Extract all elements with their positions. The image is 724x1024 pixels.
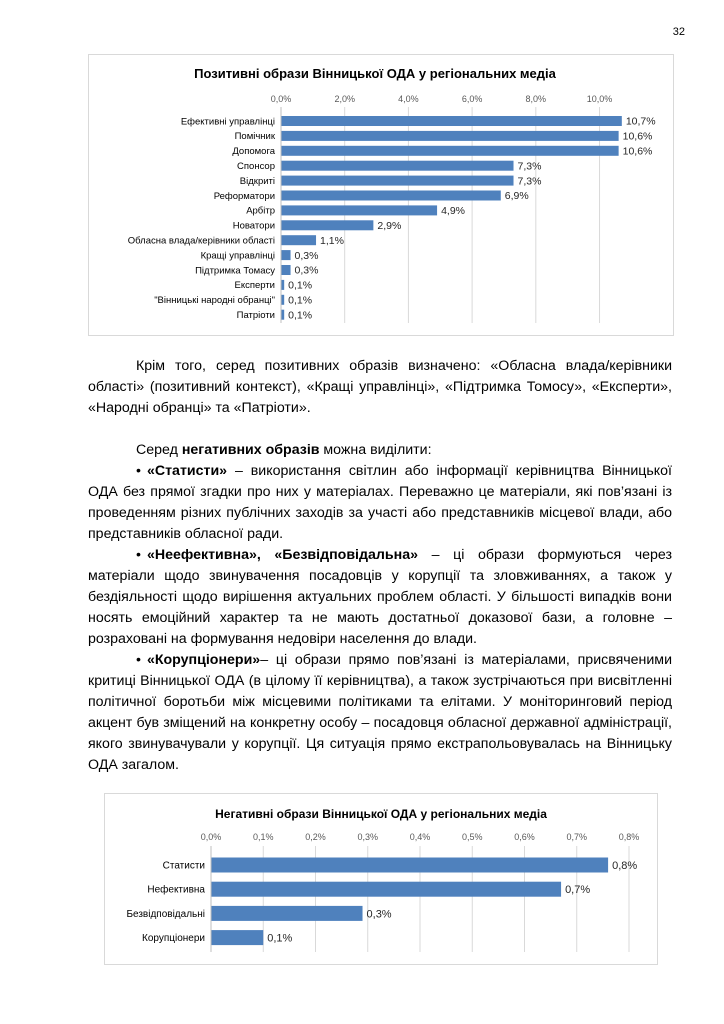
bar [281, 265, 291, 275]
bar [281, 220, 373, 230]
bar [211, 906, 363, 921]
bullet-koruptsionery-text: – ці образи прямо пов’язані із матеріалами, присвяченими критиці Вінницької ОДА (в цілому її керівництва), а також зустрічаються при висвітленні політичної боротьби між місцевими політиками та елітами. У моніторинговий період акцент був зміщений на конкретну особу – посадовця обласної державної адміністрації, якого звинувачували у корупції. Ця ситуація прямо екстрапольовувалась на Вінницьку ОДА загалом. [88, 652, 672, 773]
paragraph-positive-summary: Крім того, серед позитивних образів визначено: «Обласна влада/керівники області» (позитивний контекст), «Кращі управлінці», «Підтримка Томосу», «Експерти», «Народні обранці» та «Патріоти». [88, 358, 672, 416]
bullet-neefektyvna-text: – ці образи формуються через матеріали щодо звинувачення посадовців у корупції та зловживаннях, а також у бездіяльності щодо вирішення актуальних проблем області. У більшості випадків вони носять емоційний характер та не мають достатньої доказової бази, а головне – розраховані на формування недовіри населення до влади. [88, 547, 672, 647]
category-label: Обласна влада/керівники області [127, 235, 275, 247]
data-label: 10,6% [622, 145, 653, 158]
bar [211, 858, 608, 873]
data-label: 0,8% [612, 859, 638, 872]
category-label: Реформатори [213, 190, 275, 202]
bullet-statisty-term: «Статисти» [146, 463, 228, 479]
bar [281, 250, 291, 260]
data-label: 0,1% [288, 294, 313, 307]
data-label: 10,7% [625, 115, 656, 128]
tick-label: 8,0% [525, 94, 547, 104]
data-label: 0,3% [294, 249, 319, 262]
bar [211, 882, 561, 897]
chart-title: Позитивні образи Вінницької ОДА у регіональних медіа [194, 66, 556, 81]
tick-label: 0,2% [305, 832, 326, 842]
positive-images-chart [88, 54, 674, 336]
bar [281, 116, 622, 126]
data-label: 10,6% [622, 130, 653, 143]
page-number: 32 [672, 26, 685, 38]
category-label: Безвідповідальні [126, 908, 205, 920]
data-label: 0,3% [294, 264, 319, 277]
category-label: "Вінницькі народні обранці" [154, 295, 275, 307]
bullet-neefektyvna-term: «Неефективна», «Безвідповідальна» [146, 547, 418, 563]
category-label: Допомога [232, 146, 275, 158]
tick-label: 0,1% [252, 832, 274, 842]
chart-title: Негативні образи Вінницької ОДА у регіональних медіа [215, 807, 547, 821]
bullet-icon: • [136, 547, 141, 563]
data-label: 0,1% [288, 279, 313, 292]
category-label: Новатори [232, 220, 275, 232]
category-label: Арбітр [246, 205, 275, 217]
tick-label: 0,7% [566, 832, 588, 842]
bar [211, 930, 263, 945]
bar [281, 205, 437, 215]
negative-intro-prefix: Серед [136, 442, 182, 458]
negative-images-chart [104, 793, 658, 965]
bullet-koruptsionery [88, 650, 672, 776]
bar [281, 191, 501, 201]
positive-images-chart-svg [89, 55, 673, 335]
negative-images-chart-svg [105, 794, 657, 964]
category-label: Патріоти [236, 310, 275, 322]
bar [281, 146, 619, 156]
tick-label: 2,0% [334, 94, 355, 104]
bar [281, 176, 514, 186]
paragraph-negative-intro [88, 440, 672, 461]
data-label: 7,3% [517, 160, 542, 173]
tick-label: 6,0% [461, 94, 483, 104]
data-label: 1,1% [320, 234, 344, 247]
bullet-icon: • [136, 652, 141, 668]
category-label: Відкриті [239, 175, 275, 187]
category-label: Нефективна [147, 884, 205, 896]
bar [281, 161, 514, 171]
data-label: 6,9% [504, 190, 529, 203]
data-label: 7,3% [517, 175, 542, 188]
bullet-statisty-text: – використання світлин або інформації керівництва Вінницької ОДА без прямої згадки про них у матеріалах. Переважно це матеріали, які пов’язані із проведенням різних публічних заходів за участі або представників місцевої влади, або представників обласної ради. [88, 463, 672, 542]
bullet-neefektyvna [88, 545, 672, 650]
category-label: Кращі управлінці [200, 250, 275, 262]
bullet-koruptsionery-term: «Корупціонери» [146, 652, 261, 668]
data-label: 0,7% [565, 884, 591, 897]
data-label: 2,9% [377, 219, 402, 232]
category-label: Підтримка Томасу [195, 265, 275, 277]
data-label: 0,1% [288, 309, 313, 322]
bullet-statisty [88, 461, 672, 545]
tick-label: 10,0% [586, 94, 613, 104]
data-label: 0,3% [366, 908, 392, 921]
tick-label: 0,4% [409, 832, 431, 842]
category-label: Статисти [162, 860, 205, 872]
bar [281, 131, 619, 141]
category-label: Корупціонери [142, 933, 205, 945]
category-label: Помічник [234, 131, 275, 143]
tick-label: 0,6% [514, 832, 535, 842]
data-label: 4,9% [441, 205, 466, 218]
category-label: Спонсор [237, 161, 275, 173]
bar [281, 235, 316, 245]
category-label: Експерти [234, 280, 275, 292]
tick-label: 0,0% [200, 832, 222, 842]
tick-label: 0,0% [270, 94, 292, 104]
tick-label: 0,5% [461, 832, 483, 842]
tick-label: 4,0% [398, 94, 419, 104]
body-text [88, 356, 672, 776]
negative-intro-suffix: можна виділити: [319, 442, 432, 458]
tick-label: 0,3% [357, 832, 379, 842]
negative-intro-bold: негативних образів [181, 442, 320, 458]
bullet-icon: • [136, 463, 141, 479]
tick-label: 0,8% [618, 832, 640, 842]
category-label: Ефективні управлінці [180, 116, 275, 128]
data-label: 0,1% [267, 932, 293, 945]
